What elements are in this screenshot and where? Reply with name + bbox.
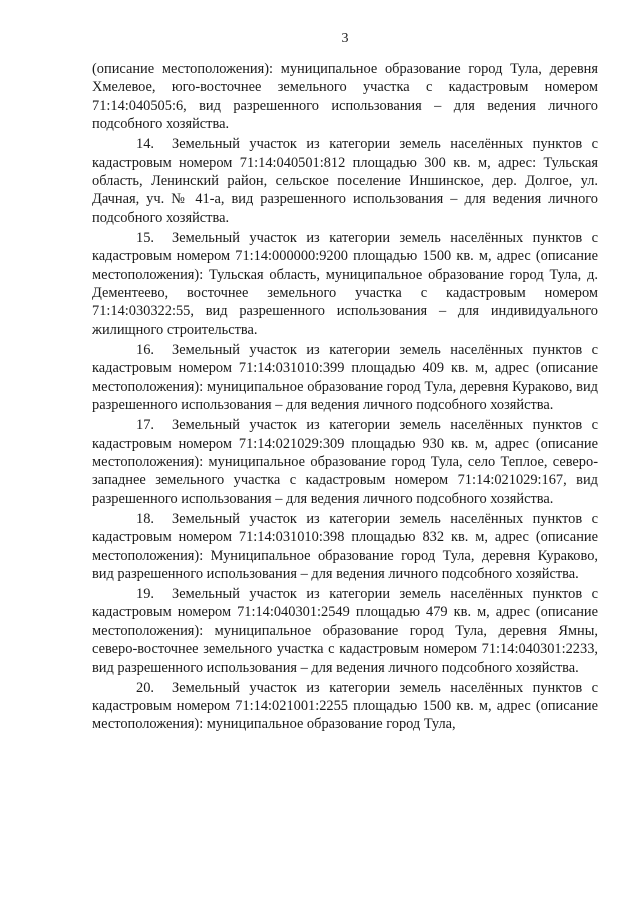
paragraph-number: 17. [136, 417, 154, 434]
document-body [92, 60, 598, 735]
paragraph-item-17 [92, 416, 598, 508]
paragraph-item-14 [92, 135, 598, 227]
paragraph-number: 16. [136, 341, 154, 358]
paragraph-text: (описание местоположения): муниципальное образование город Тула, деревня Хмелевое, юго-восточнее земельного участка с кадастровым номером 71:14:040505:6, вид разрешенного использования – для ведения личного подсобного хозяйства. [92, 61, 598, 133]
paragraph-text: Земельный участок из категории земель населённых пунктов с кадастровым номером 71:14:031010:399 площадью 409 кв. м, адрес (описание местоположения): муниципальное образование город Тула, деревня Кураково, вид разрешенного использования – для ведения личного подсобного хозяйства. [92, 341, 598, 414]
paragraph-item-19 [92, 585, 598, 677]
page-number: 3 [341, 31, 349, 46]
paragraph-number: 20. [136, 679, 154, 696]
paragraph-item-20 [92, 679, 598, 734]
paragraph-text: Земельный участок из категории земель населённых пунктов с кадастровым номером 71:14:040301:2549 площадью 479 кв. м, адрес (описание местоположения): муниципальное образование город Тула, деревня Ямны, северо-восточнее земельного участка с кадастровым номером 71:14:040301:2233, вид разрешенного использования – для ведения личного подсобного хозяйства. [92, 585, 598, 676]
paragraph-continuation [92, 60, 598, 134]
paragraph-number: 15. [136, 229, 154, 246]
document-page [92, 0, 598, 905]
paragraph-item-16 [92, 341, 598, 415]
paragraph-number: 14. [136, 136, 154, 153]
paragraph-number: 19. [136, 585, 154, 602]
paragraph-text: Земельный участок из категории земель населённых пунктов с кадастровым номером 71:14:000000:9200 площадью 1500 кв. м, адрес (описание местоположения): Тульская область, муниципальное образование город Тула, д. Дементеево, восточнее земельного участка с кадастровым номером 71:14:030322:55, вид разрешенного использования – для индивидуального жилищного строительства. [92, 229, 598, 338]
paragraph-item-18 [92, 510, 598, 584]
paragraph-number: 18. [136, 510, 154, 527]
paragraph-text: Земельный участок из категории земель населённых пунктов с кадастровым номером 71:14:040501:812 площадью 300 кв. м, адрес: Тульская область, Ленинский район, сельское поселение Иншинское, дер. Долгое, ул. Дачная, уч. № 41-а, вид разрешенного использования – для ведения личного подсобного хозяйства. [92, 136, 598, 226]
paragraph-text: Земельный участок из категории земель населённых пунктов с кадастровым номером 71:14:021029:309 площадью 930 кв. м, адрес (описание местоположения): муниципальное образование город Тула, село Теплое, северо-западнее земельного участка с кадастровым номером 71:14:021029:167, вид разрешенного использования – для ведения личного подсобного хозяйства. [92, 417, 598, 507]
paragraph-text: Земельный участок из категории земель населённых пунктов с кадастровым номером 71:14:021001:2255 площадью 1500 кв. м, адрес (описание местоположения): муниципальное образование город Тула, [92, 679, 598, 733]
paragraph-text: Земельный участок из категории земель населённых пунктов с кадастровым номером 71:14:031010:398 площадью 832 кв. м, адрес (описание местоположения): Муниципальное образование город Тула, деревня Кураково, вид разрешенного использования – для ведения личного подсобного хозяйства. [92, 510, 598, 582]
paragraph-item-15 [92, 229, 598, 339]
